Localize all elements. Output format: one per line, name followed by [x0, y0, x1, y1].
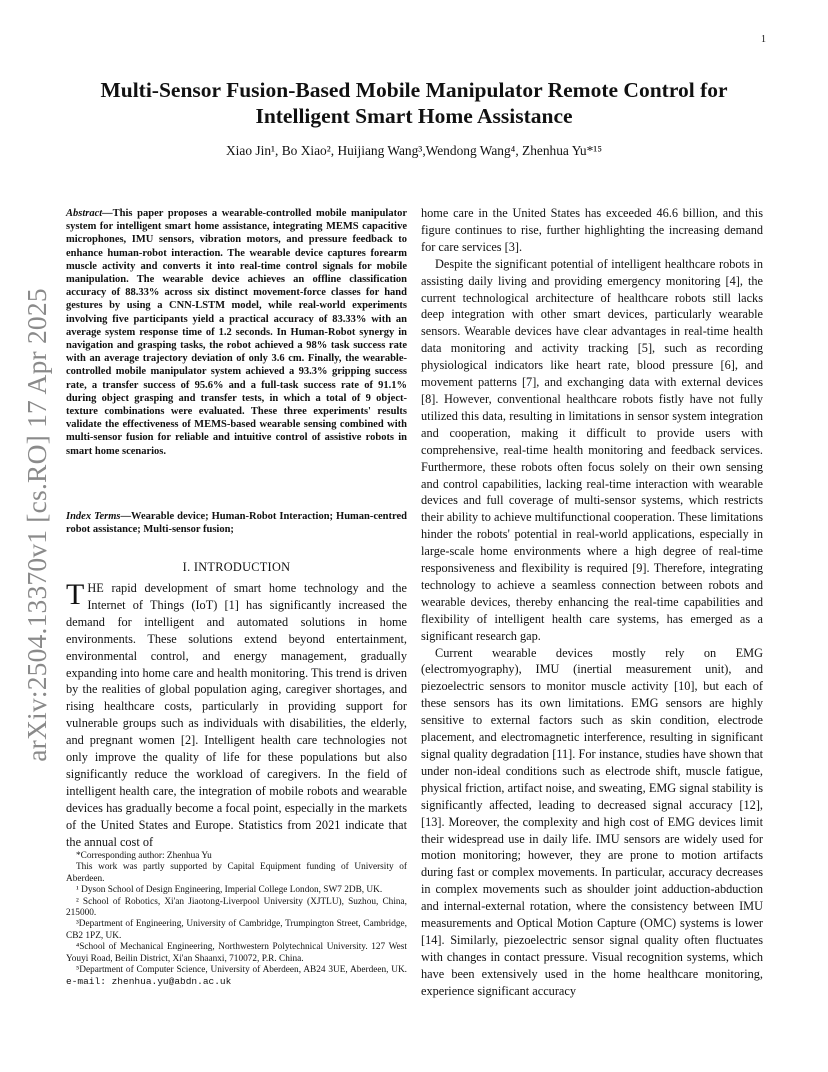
footnote-corresponding: *Corresponding author: Zhenhua Yu: [76, 851, 212, 861]
introduction-column-right: [421, 205, 763, 1000]
intro-paragraph-text: HE rapid development of smart home technology and the Internet of Things (IoT) [1] has significantly increased the demand for intelligent and automated solutions in home environments. These solutions extend beyond entertainment, environmental control, and energy management, gradually expanding into home care and health monitoring. This trend is driven by the realities of global population aging, caregiver shortages, and rising healthcare costs, particularly in providing support for vulnerable groups such as individuals with disabilities, the elderly, and pregnant women [2]. Intelligent health care technologies not only improve the quality of life for these populations but also significantly reduce the workload of caregivers. In the field of intelligent health care, the integration of mobile robots and wearable devices has gradually become a focal point, especially in the markets of the United States and Europe. Statistics from 2021 indicate that the annual cost of: [66, 581, 407, 849]
index-terms-text: —Wearable device; Human-Robot Interaction; Human-centred robot assistance; Multi-sensor fusion;: [66, 511, 407, 536]
footnote-email: e-mail: zhenhua.yu@abdn.ac.uk: [66, 976, 232, 988]
arxiv-identifier: arXiv:2504.13370v1 [cs.RO] 17 Apr 2025: [21, 288, 52, 762]
footnotes: [66, 851, 407, 989]
footnote-support: This work was partly supported by Capital Equipment funding of University of Aberdeen.: [66, 862, 407, 884]
page-number: 1: [761, 34, 766, 45]
index-terms-label: Index Terms: [66, 511, 121, 522]
right-paragraph-2: Despite the significant potential of intelligent healthcare robots in assisting daily living and providing emergency monitoring [4], the current technological architecture of healthcare robots still lacks deep integration with other smart devices, particularly wearable sensors. Wearable devices have clear advantages in real-time health data monitoring and activity tracking [5], such as recording physiological indicators like heart rate, blood pressure [6], and movement patterns [7], and exchanging data with external devices [8]. However, conventional healthcare robots fistly have not fully utilized this data, resulting in limitations in sensor system integration and cooperation, making it difficult to provide users with comprehensive, real-time health monitoring and feedback services. Furthermore, these robots often focus solely on their own sensing and control capabilities, lacking real-time interaction with wearable devices and full coverage of multi-sensor systems, which restricts their ability to achieve multifunctional cooperation. These limitations hinder the robots' potential in real-world applications, especially in large-scale home environments where a high degree of real-time responsiveness and flexibility is required [9]. Therefore, integrating technology to achieve a seamless connection between robots and wearable devices, thereby enhancing the real-time capabilities and flexibility of intelligent health care systems, has emerged as a significant research gap.: [421, 256, 763, 643]
introduction-column-left: [66, 580, 407, 851]
abstract-label: Abstract: [66, 208, 103, 219]
index-terms: [66, 510, 407, 536]
paper-title: Multi-Sensor Fusion-Based Mobile Manipulator Remote Control for Intelligent Smart Home Assistance: [100, 78, 728, 128]
drop-cap: T: [66, 578, 85, 611]
arxiv-watermark: [22, 285, 52, 765]
section-heading: I. INTRODUCTION: [182, 560, 291, 574]
author-list: Xiao Jin¹, Bo Xiao², Huijiang Wang³,Wendong Wang⁴, Zhenhua Yu*¹⁵: [226, 143, 602, 158]
footnote-affiliation-1: ¹ Dyson School of Design Engineering, Imperial College London, SW7 2DB, UK.: [76, 885, 383, 896]
footnote-affiliation-2: ² School of Robotics, Xi'an Jiaotong-Liverpool University (XJTLU), Suzhou, China, 215000.: [66, 896, 407, 919]
footnote-affiliation-5: [66, 965, 407, 989]
right-paragraph-1: home care in the United States has exceeded 46.6 billion, and this figure continues to rise, further highlighting the increasing demand for care services [3].: [421, 206, 763, 254]
intro-paragraph: [66, 580, 407, 851]
footnote-affiliation-4: ⁴School of Mechanical Engineering, Northwestern Polytechnical University. 127 West Youyi Road, Beilin District, Xi'an Shaanxi, 710072, P.R. China.: [66, 942, 407, 964]
footnote-affiliation-3: ³Department of Engineering, University of Cambridge, Trumpington Street, Cambridge, CB2 1PZ, UK.: [66, 919, 407, 941]
abstract-text: —This paper proposes a wearable-controlled mobile manipulator system for intelligent smart home assistance, integrating MEMS capacitive microphones, IMU sensors, vibration motors, and pressure feedback to enhance human-robot interaction. The wearable device captures forearm muscle activity and converts it into real-time control signals for mobile manipulation. The wearable device achieves an offline classification accuracy of 88.33% across six distinct movement-force classes for hand gestures by using a CNN-LSTM model, while real-world experiments involving five participants yield a practical accuracy of 83.33% with an average system response time of 1.2 seconds. In Human-Robot synergy in navigation and grasping tasks, the robot achieved a 98% task success rate with an average trajectory deviation of only 3.6 cm. Finally, the wearable-controlled mobile manipulator system achieved a 93.3% gripping success rate, a transfer success of 95.6% and a full-task success rate of 91.1% during object grasping and transfer tests, in which a total of 9 object-texture combinations were evaluated. These three experiments' results validate the effectiveness of MEMS-based wearable sensing combined with multi-sensor fusion for reliable and intuitive control of assistive robots in smart home scenarios.: [66, 208, 407, 457]
right-paragraph-3: Current wearable devices mostly rely on EMG (electromyography), IMU (inertial measurement unit), and piezoelectric sensors to monitor muscle activity [10], but each of these sensors has its own limitations. EMG sensors are highly sensitive to external factors such as skin condition, electrode placement, and electromagnetic interference, resulting in significant signal quality degradation [11]. For instance, studies have shown that under non-ideal conditions such as electrode shift, muscle fatigue, physical friction, artifact noise, and sweating, EMG signal stability is significantly affected, leading to decreased signal accuracy [12], [13]. Moreover, the complexity and high cost of EMG devices limit their widespread use in daily life. IMU sensors are widely used for motion monitoring; however, they are prone to motion artifacts during fast or complex movements. In particular, accuracy decreases in complex movements such as shoulder joint adduction-abduction and internal-external rotation, where the consistency between IMU measurements and Optical Motion Capture (OMC) systems is lower [14]. Similarly, piezoelectric sensor signal quality often fluctuates with changes in contact pressure. Visual recognition systems, which have been extensively used in the home healthcare monitoring, experience significant accuracy: [421, 645, 763, 998]
abstract: [66, 207, 407, 458]
footnote-affiliation-5-text: ⁵Department of Computer Science, University of Aberdeen, AB24 3UE, Aberdeen, UK.: [76, 965, 407, 976]
